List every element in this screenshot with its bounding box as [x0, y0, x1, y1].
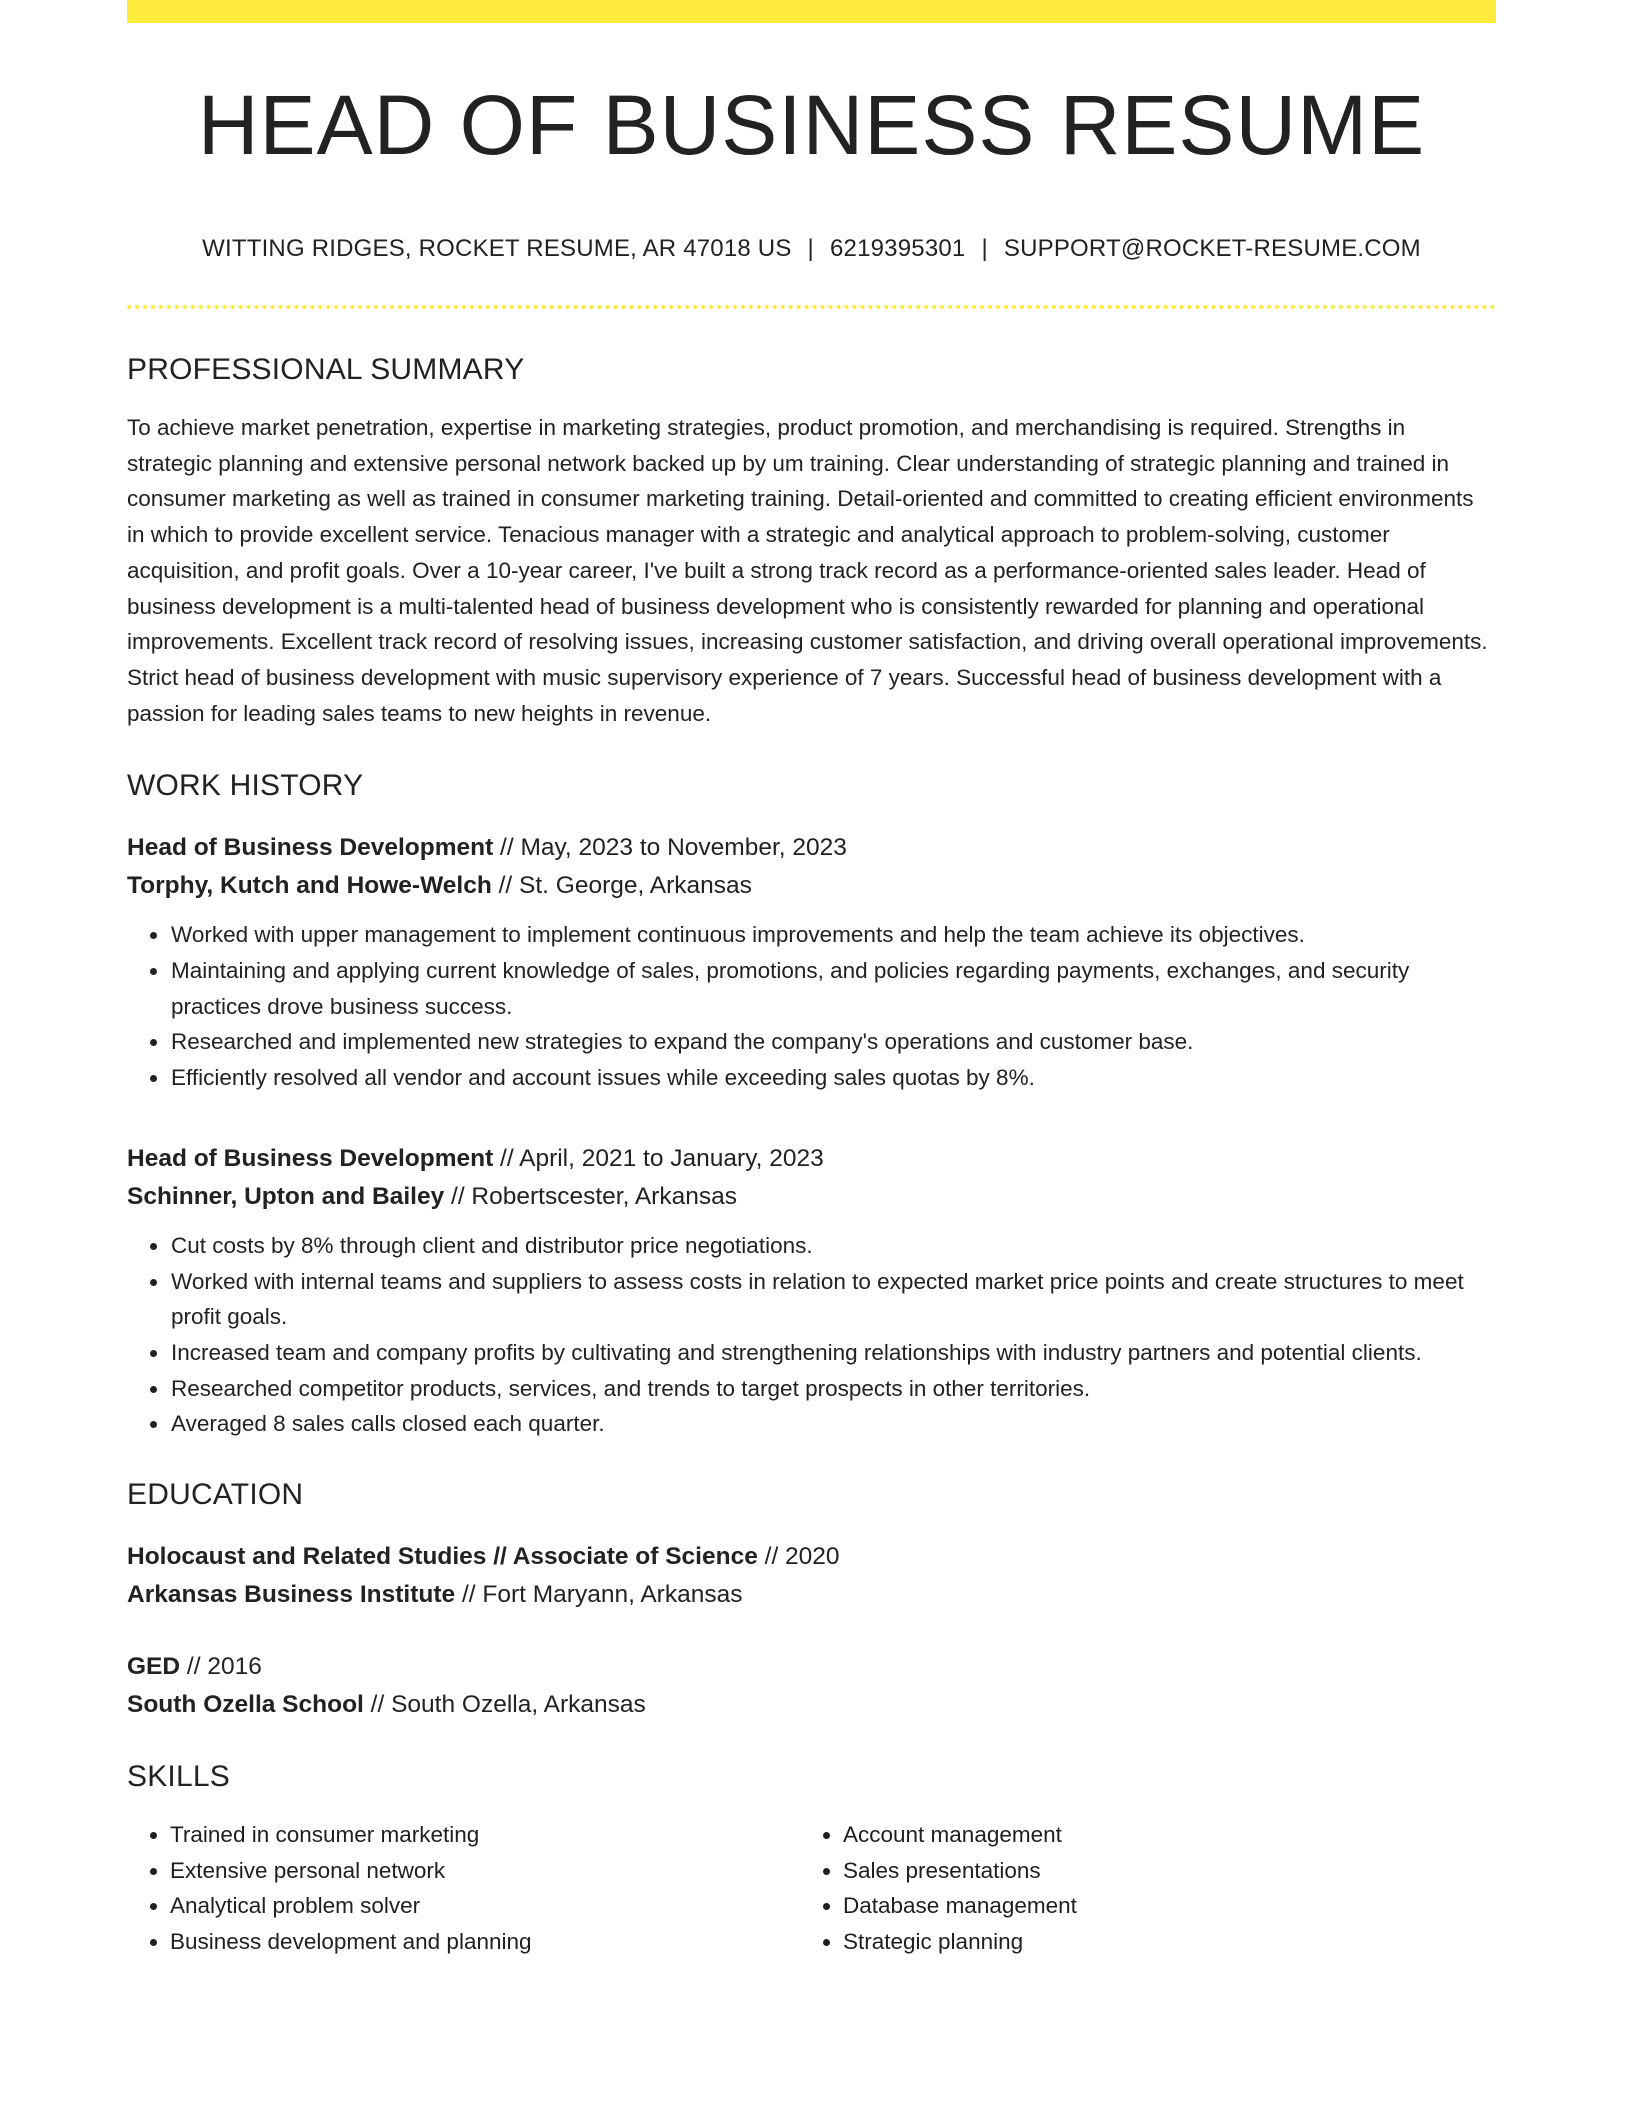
skill-item: • Extensive personal network — [170, 1853, 800, 1889]
education-year: // 2020 — [757, 1543, 840, 1571]
education-location: // South Ozella, Arkansas — [363, 1691, 646, 1719]
skill-item: • Database management — [843, 1888, 1473, 1924]
education-degree-line — [127, 1648, 1496, 1686]
skill-item: • Analytical problem solver — [170, 1888, 800, 1924]
summary-text: To achieve market penetration, expertise in marketing strategies, product promotion, and merchandising is required. Strengths in strategic planning and extensive personal network backed up by um training. Clear understanding of strategic planning and trained in consumer marketing as well as trained in consumer marketing training. Detail-oriented and committed to creating efficient environments in which to provide excellent service. Tenacious manager with a strategic and analytical approach to problem-solving, customer acquisition, and profit goals. Over a 10-year career, I've built a strong track record as a performance-oriented sales leader. Head of business development is a multi-talented head of business development who is consistently rewarded for planning and operational improvements. Excellent track record of resolving issues, increasing customer satisfaction, and driving overall operational improvements. Strict head of business development with music supervisory experience of 7 years. Successful head of business development with a passion for leading sales teams to new heights in revenue. — [127, 415, 1488, 726]
education-school-line — [127, 1686, 1496, 1724]
job-bullet: • Worked with upper management to implement continuous improvements and help the team achieve its objectives. — [170, 917, 1496, 953]
education-location: // Fort Maryann, Arkansas — [455, 1581, 743, 1609]
skills-columns — [127, 1817, 1496, 1960]
education-degree: GED — [127, 1653, 181, 1681]
job-bullet: • Increased team and company profits by cultivating and strengthening relationships with industry partners and potential clients. — [170, 1335, 1496, 1371]
job-company: Schinner, Upton and Bailey — [127, 1182, 445, 1210]
job-entry — [127, 1140, 1496, 1442]
job-dates: // April, 2021 to January, 2023 — [493, 1144, 824, 1172]
education-school: South Ozella School — [127, 1691, 364, 1719]
contact-separator: | — [981, 235, 988, 262]
skills-right-list — [800, 1817, 1473, 1960]
job-dates: // May, 2023 to November, 2023 — [493, 834, 847, 862]
education-school-line — [127, 1576, 1496, 1614]
job-bullets — [127, 1228, 1496, 1442]
education-school: Arkansas Business Institute — [127, 1581, 456, 1609]
header-divider — [127, 305, 1496, 309]
skill-item: • Strategic planning — [843, 1924, 1473, 1960]
resume-page — [127, 0, 1496, 1960]
education-entry — [127, 1538, 1496, 1614]
skills-left-list — [127, 1817, 800, 1960]
job-bullets — [127, 917, 1496, 1096]
education-degree-line — [127, 1538, 1496, 1576]
skill-item: • Account management — [843, 1817, 1473, 1853]
section-title-skills: SKILLS — [127, 1760, 230, 1794]
job-bullet: • Maintaining and applying current knowledge of sales, promotions, and policies regarding payments, exchanges, and security practices drove business success. — [170, 953, 1496, 1024]
job-bullet: • Researched competitor products, services, and trends to target prospects in other territories. — [170, 1371, 1496, 1407]
job-bullet: • Averaged 8 sales calls closed each quarter. — [170, 1406, 1496, 1442]
job-bullet: • Cut costs by 8% through client and distributor price negotiations. — [170, 1228, 1496, 1264]
contact-separator: | — [807, 235, 814, 262]
section-title-summary: PROFESSIONAL SUMMARY — [127, 353, 525, 386]
job-bullet: • Worked with internal teams and suppliers to assess costs in relation to expected market price points and create structures to meet profit goals. — [170, 1264, 1496, 1335]
education-year: // 2016 — [180, 1653, 262, 1681]
job-entry — [127, 829, 1496, 1096]
skill-item: • Business development and planning — [170, 1924, 800, 1960]
contact-phone: 6219395301 — [829, 235, 966, 262]
section-title-work-history: WORK HISTORY — [127, 769, 364, 803]
job-company-line — [127, 1178, 1496, 1216]
job-company: Torphy, Kutch and Howe-Welch — [127, 872, 492, 900]
education-degree: Holocaust and Related Studies // Associate of Science — [127, 1543, 758, 1571]
accent-bar — [127, 0, 1496, 23]
job-title-line — [127, 1140, 1496, 1178]
job-location: // St. George, Arkansas — [491, 872, 752, 900]
contact-address: WITTING RIDGES, ROCKET RESUME, AR 47018 US — [202, 235, 792, 262]
skill-item: • Sales presentations — [843, 1853, 1473, 1889]
contact-line — [127, 235, 1496, 263]
education-entry — [127, 1648, 1496, 1724]
job-location: // Robertscester, Arkansas — [444, 1182, 737, 1210]
job-bullet: • Efficiently resolved all vendor and account issues while exceeding sales quotas by 8%. — [170, 1060, 1496, 1096]
job-role: Head of Business Development — [127, 834, 494, 862]
skill-item: • Trained in consumer marketing — [170, 1817, 800, 1853]
job-bullet: • Researched and implemented new strategies to expand the company's operations and customer base. — [170, 1024, 1496, 1060]
resume-title: HEAD OF BUSINESS RESUME — [197, 78, 1426, 172]
job-title-line — [127, 829, 1496, 867]
section-title-education: EDUCATION — [127, 1478, 304, 1512]
job-company-line — [127, 867, 1496, 905]
job-role: Head of Business Development — [127, 1144, 494, 1172]
contact-email: SUPPORT@ROCKET-RESUME.COM — [1003, 235, 1421, 262]
